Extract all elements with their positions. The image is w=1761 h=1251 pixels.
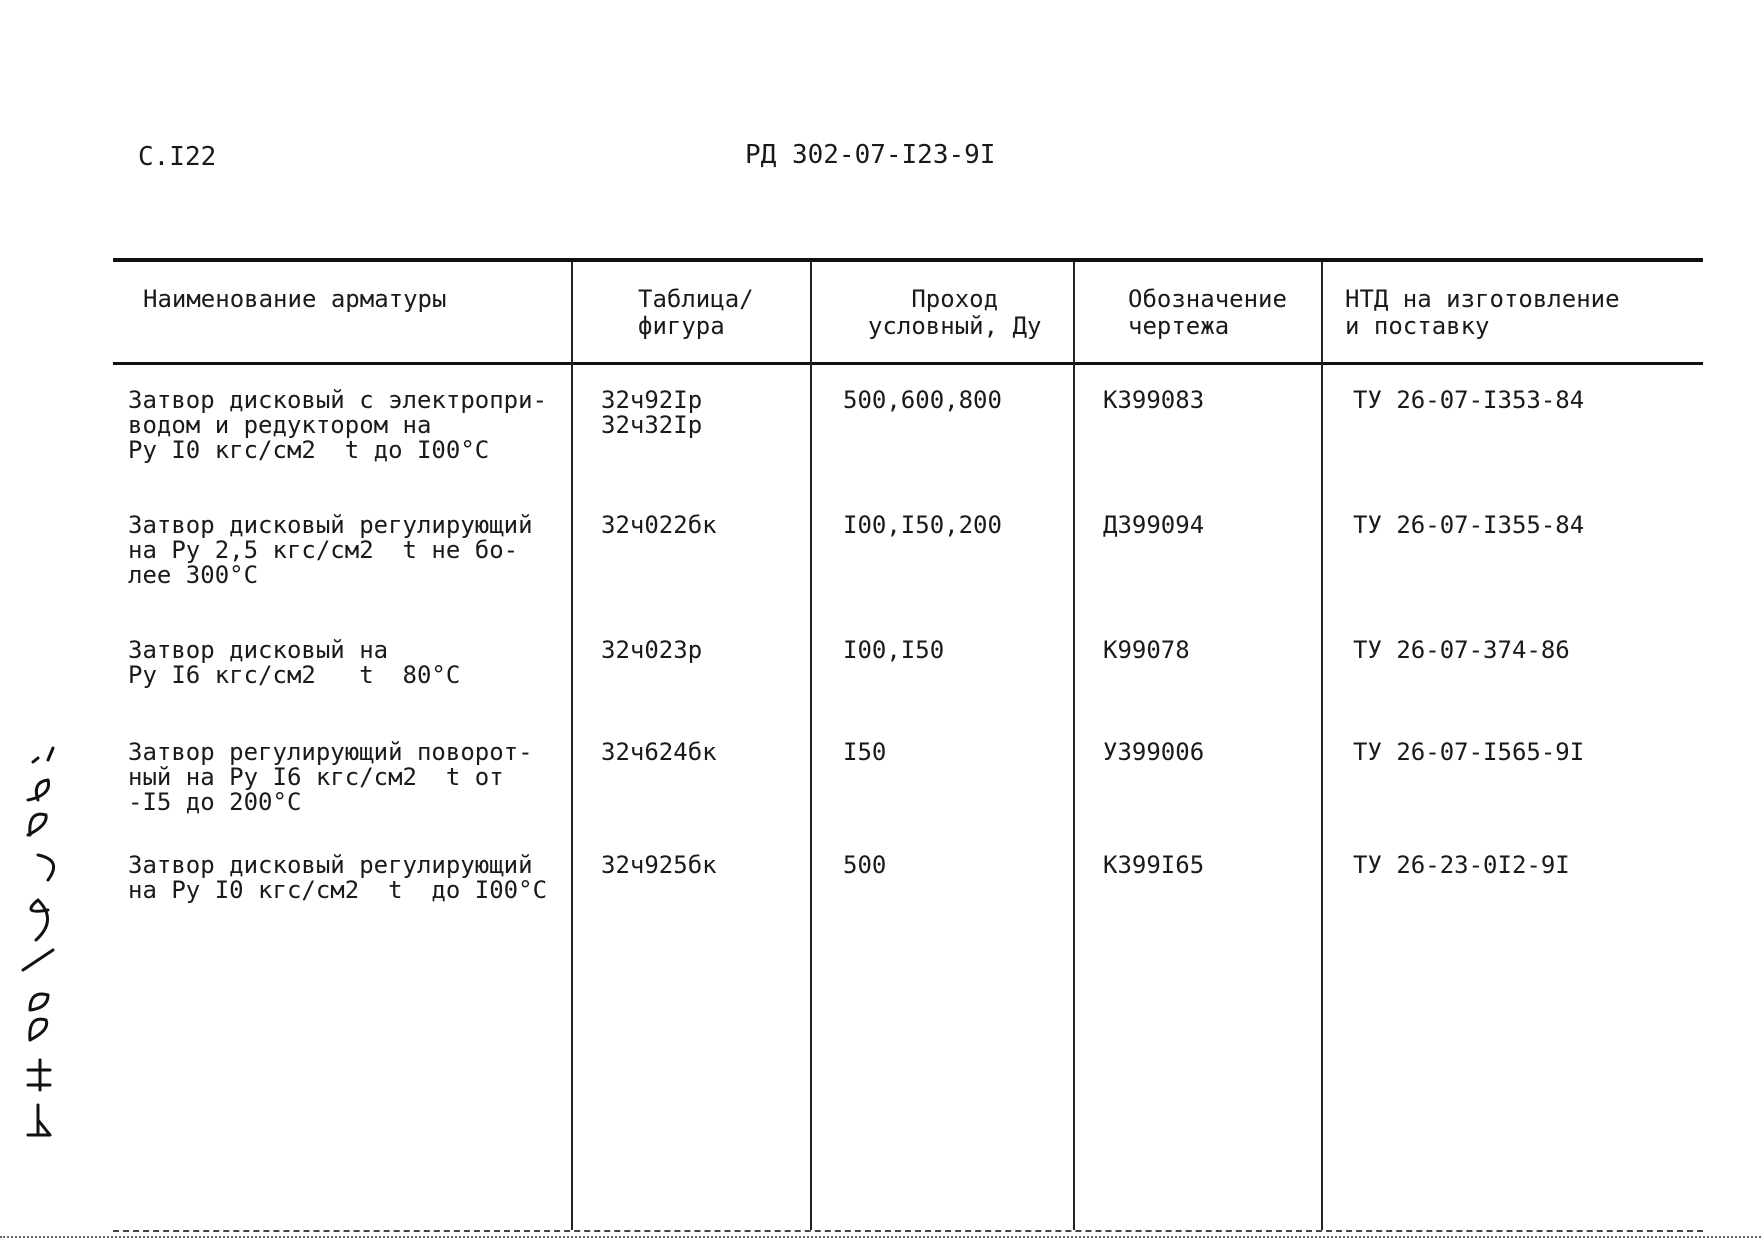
column-divider	[1321, 262, 1323, 1230]
valve-name: Затвор регулирующий поворот- ный на Ру I6 кгс/см2 t от -I5 до 200°С	[128, 738, 533, 816]
valve-name: Затвор дисковый регулирующий на Ру 2,5 кгс/см2 t не бо- лее 300°С	[128, 511, 533, 589]
valve-name: Затвор дисковый на Ру I6 кгс/см2 t 80°С	[128, 636, 461, 689]
drawing-designation: Д399094	[1103, 511, 1205, 539]
table-figure: 32ч925бк	[601, 851, 717, 879]
nominal-diameter: I00,I50	[843, 636, 945, 664]
drawing-designation: К399I65	[1103, 851, 1205, 879]
table-figure: 32ч624бк	[601, 738, 717, 766]
page-number: С.I22	[138, 142, 217, 172]
nominal-diameter: 500	[843, 851, 887, 879]
valves-table	[113, 258, 1703, 1233]
drawing-designation: К99078	[1103, 636, 1190, 664]
handwritten-margin-note	[8, 740, 68, 1140]
valve-name: Затвор дисковый с электропри- водом и редуктором на Ру I0 кгс/см2 t до I00°С	[128, 386, 548, 464]
nominal-diameter: I00,I50,200	[843, 511, 1002, 539]
nominal-diameter: 500,600,800	[843, 386, 1002, 414]
column-header-name: Наименование арматуры	[143, 285, 447, 313]
table-header-rule	[113, 362, 1703, 365]
document-code: РД 302-07-I23-9I	[745, 140, 996, 170]
drawing-designation: К399083	[1103, 386, 1205, 414]
column-divider	[571, 262, 573, 1230]
nominal-diameter: I50	[843, 738, 887, 766]
column-header-figure: Таблица/ фигура	[638, 285, 754, 340]
table-figure: 32ч022бк	[601, 511, 717, 539]
ntd-standard: ТУ 26-07-I353-84	[1353, 386, 1585, 414]
ntd-standard: ТУ 26-07-374-86	[1353, 636, 1570, 664]
column-divider	[1073, 262, 1075, 1230]
scan-edge-line	[0, 1236, 1761, 1238]
table-figure: 32ч92Iр 32ч32Iр	[601, 386, 703, 439]
table-figure: 32ч023р	[601, 636, 703, 664]
valve-name: Затвор дисковый регулирующий на Ру I0 кгс/см2 t до I00°С	[128, 851, 548, 904]
table-bottom-rule	[113, 1230, 1703, 1232]
drawing-designation: У399006	[1103, 738, 1205, 766]
table-top-rule	[113, 258, 1703, 262]
column-header-ntd: НТД на изготовление и поставку	[1345, 285, 1620, 340]
ntd-standard: ТУ 26-07-I355-84	[1353, 511, 1585, 539]
column-header-dn: Проход условный, Ду	[868, 285, 1042, 340]
ntd-standard: ТУ 26-07-I565-9I	[1353, 738, 1585, 766]
ntd-standard: ТУ 26-23-0I2-9I	[1353, 851, 1570, 879]
column-header-drawing: Обозначение чертежа	[1128, 285, 1287, 340]
column-divider	[810, 262, 812, 1230]
